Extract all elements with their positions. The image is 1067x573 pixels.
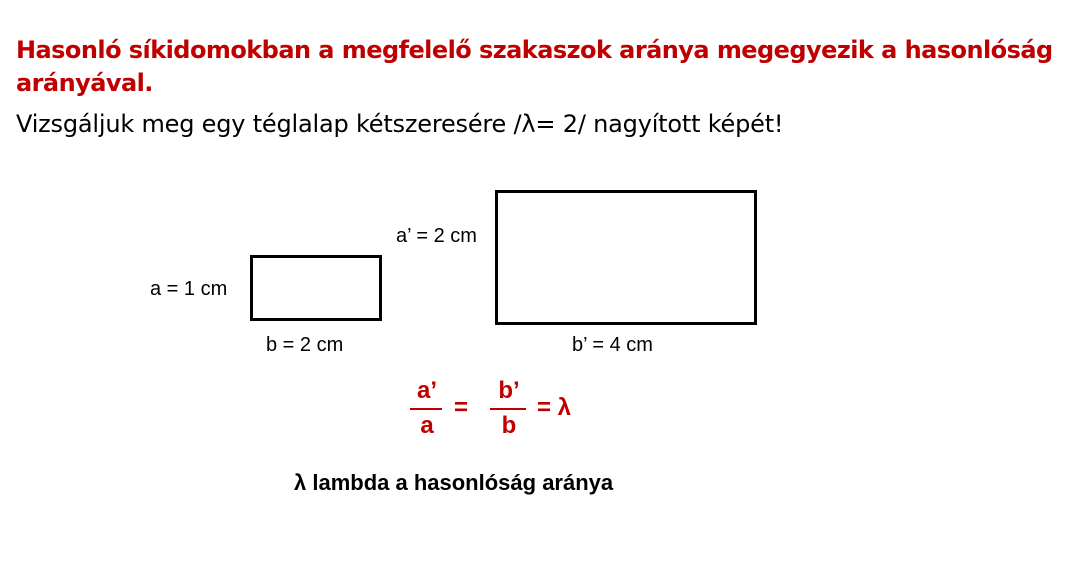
intro-text: Vizsgáljuk meg egy téglalap kétszeresére /λ= 2/ nagyított képét!: [16, 110, 784, 138]
fraction2-denominator: b: [501, 412, 517, 439]
original-side-a-label: a = 1 cm: [150, 278, 228, 300]
equals-lambda: = λ: [537, 394, 572, 421]
fraction2-bar: [490, 408, 526, 410]
fraction1-denominator: a: [420, 412, 434, 439]
fraction2-numerator: b’: [498, 377, 520, 404]
lambda-caption: λ lambda a hasonlóság aránya: [294, 470, 614, 495]
fraction1-bar: [410, 408, 442, 410]
enlarged-side-a-label: a’ = 2 cm: [396, 225, 477, 247]
slide-heading: Hasonló síkidomokban a megfelelő szakaszok aránya megegyezik a hasonlóság arányával.: [16, 36, 1053, 97]
enlarged-rectangle: [495, 190, 757, 325]
equals-sign: =: [454, 394, 469, 421]
fraction1-numerator: a’: [416, 377, 437, 404]
original-side-b-label: b = 2 cm: [266, 334, 344, 356]
original-rectangle: [250, 255, 382, 321]
enlarged-side-b-label: b’ = 4 cm: [572, 334, 653, 356]
